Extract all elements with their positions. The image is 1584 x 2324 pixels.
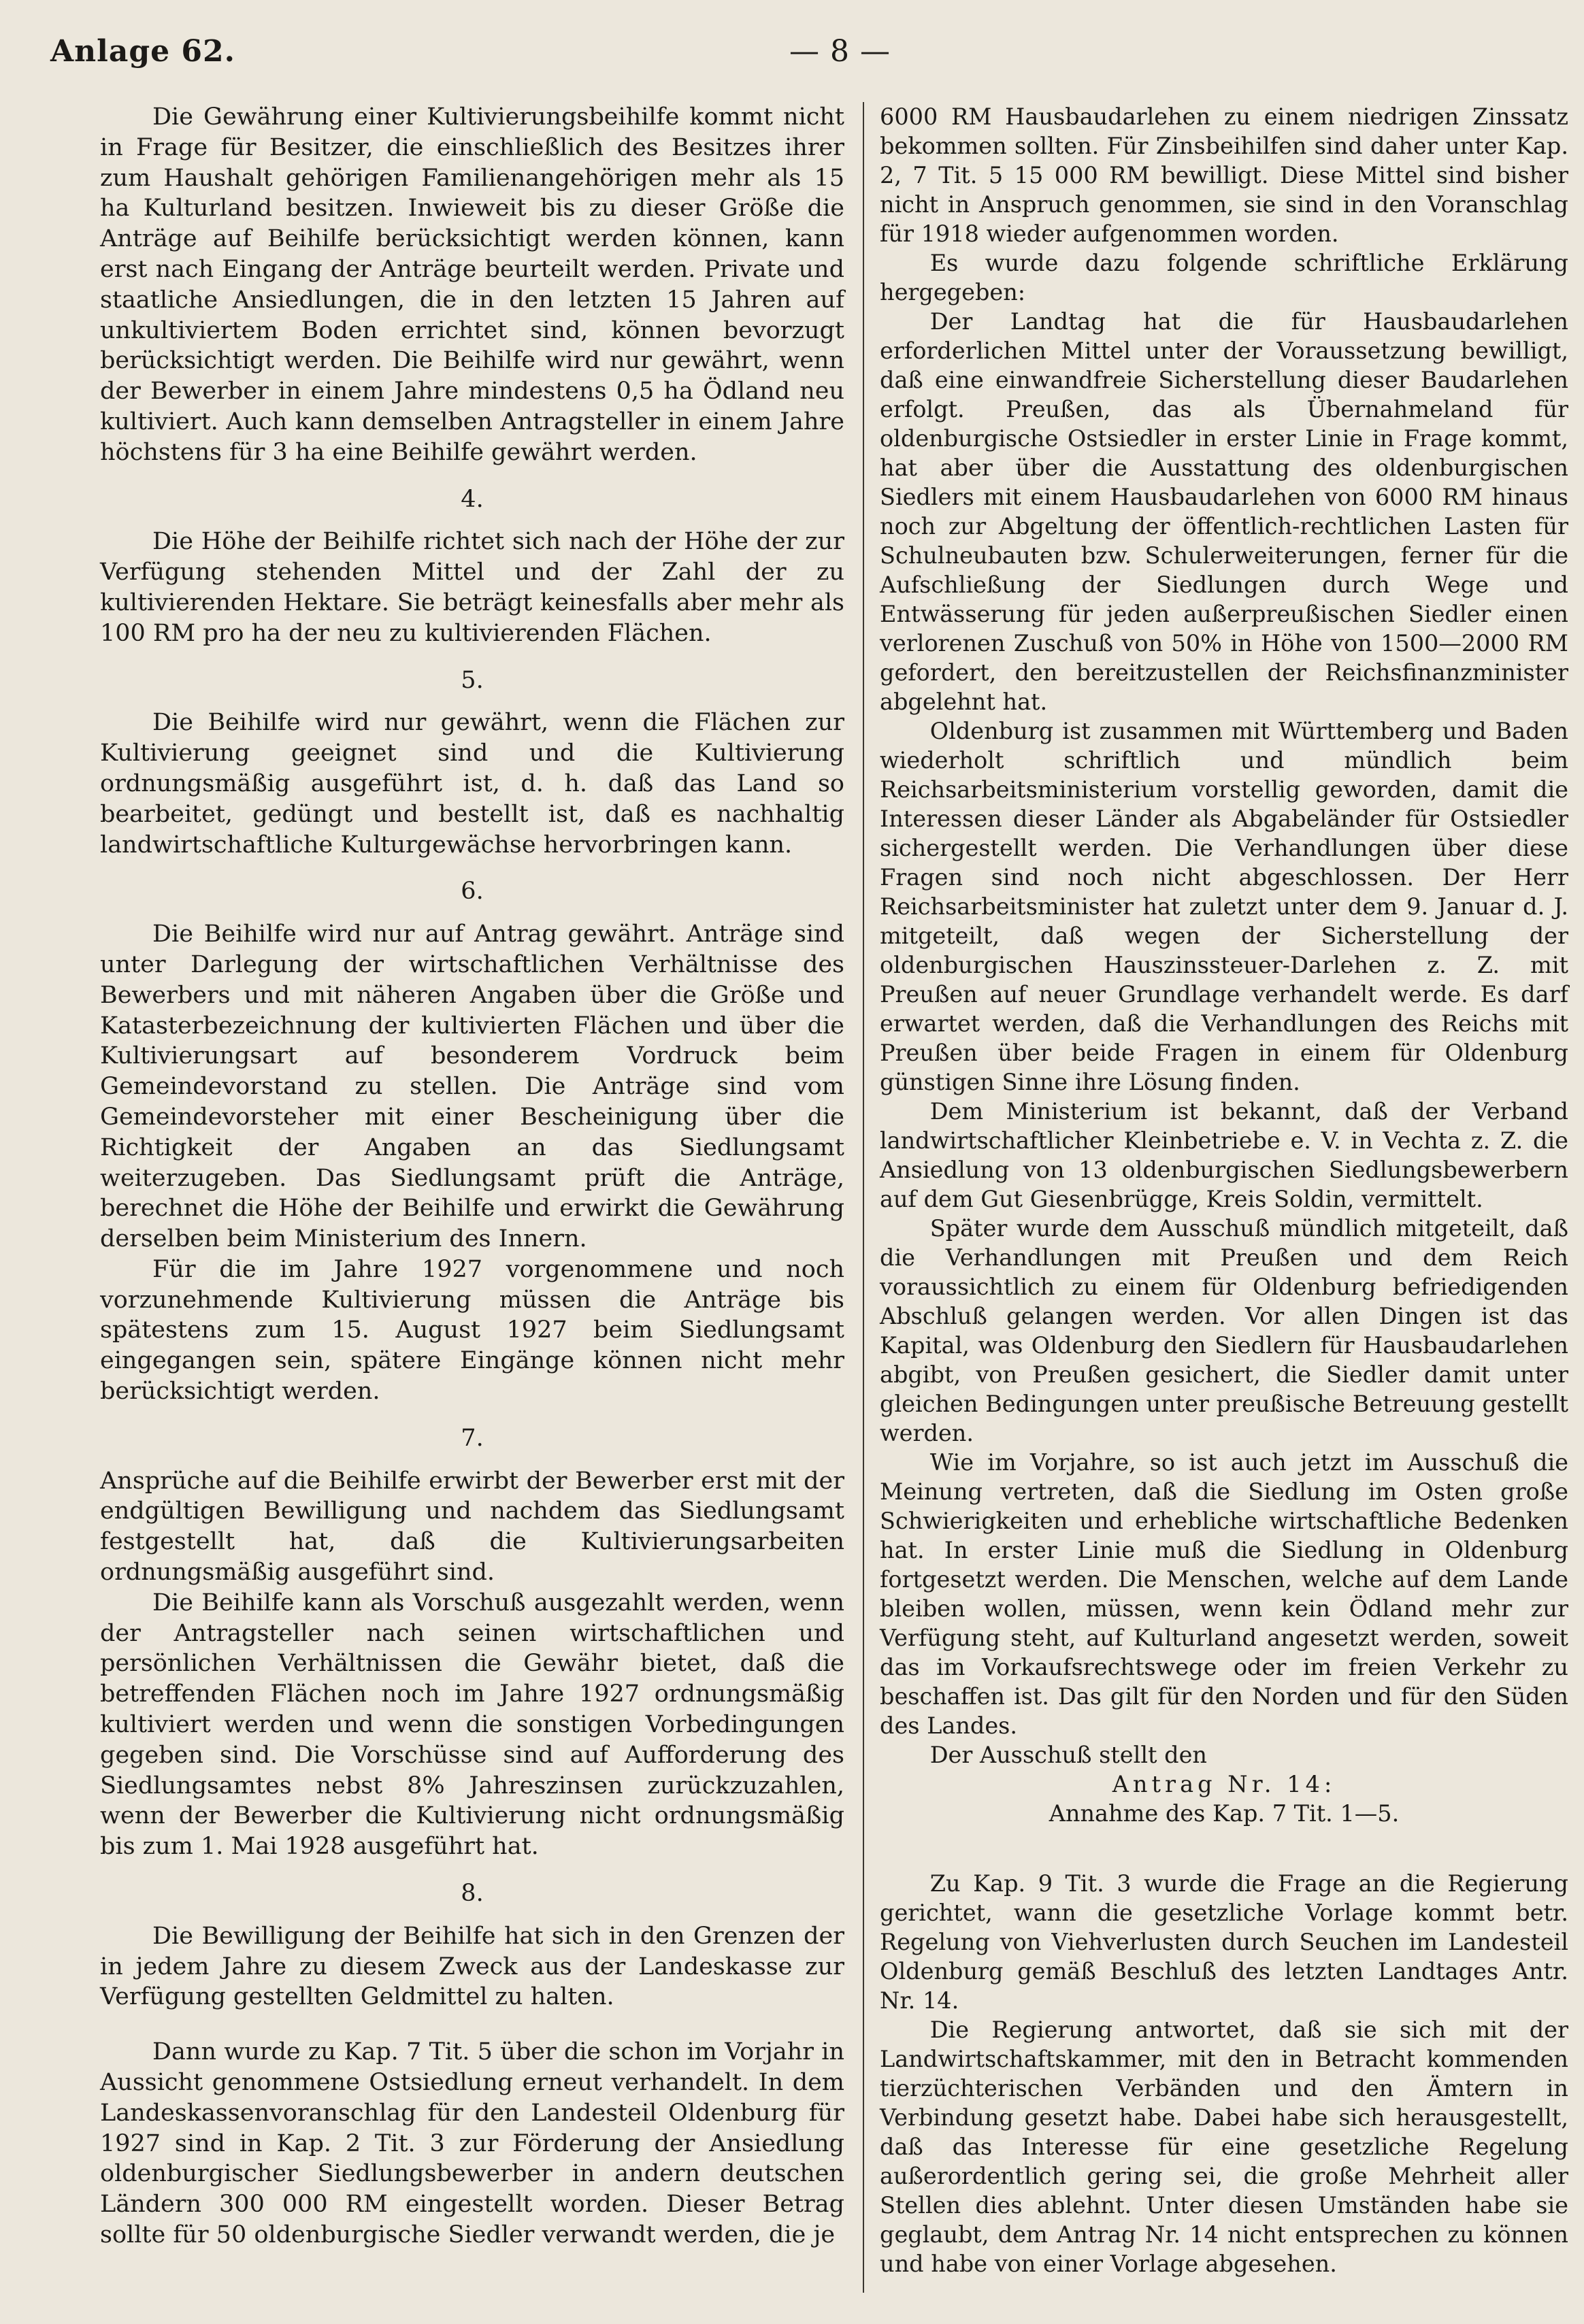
paragraph: Die Beihilfe wird nur gewährt, wenn die Flächen zur Kultivierung geeignet sind und die Kultivierung ordnungsmäßig ausgeführt ist, d. h. daß das Land so bearbeitet, gedüngt und bestellt ist, daß es nachhaltig landwirtschaftliche Kulturgewächse hervorbringen kann. (100, 709, 844, 859)
paragraph: Später wurde dem Ausschuß mündlich mitgeteilt, daß die Verhandlungen mit Preußen und dem Reich voraussichtlich zu einem für Oldenburg befriedigenden Abschluß gelangen werden. Vor allen Dingen ist das Kapital, was Oldenburg den Siedlern für Hausbaudarlehen abgibt, von Preußen gesichert, die Siedler damit unter gleichen Bedingungen unter preußische Betreuung gestellt werden. (880, 1215, 1568, 1446)
paragraph: Die Beihilfe wird nur auf Antrag gewährt. Anträge sind unter Darlegung der wirtschaftlichen Verhältnisse des Bewerbers und mit näheren Angaben über die Größe und Katasterbezeichnung der kultivierten Flächen und über die Kultivierungsart auf besonderem Vordruck beim Gemeindevorstand zu stellen. Die Anträge sind vom Gemeindevorsteher mit einer Bescheinigung über die Richtigkeit der Angaben an das Siedlungsamt weiterzugeben. Das Siedlungsamt prüft die Anträge, berechnet die Höhe der Beihilfe und erwirkt die Gewährung derselben beim Ministerium des Innern. (100, 920, 844, 1253)
left-column (100, 102, 844, 2251)
paragraph: Die Regierung antwortet, daß sie sich mit der Landwirtschaftskammer, mit den in Betracht kommenden tierzüchterischen Verbänden und den Ämtern in Verbindung gesetzt habe. Dabei habe sich herausgestellt, daß das Interesse für eine gesetzliche Regelung außerordentlich gering sei, die große Mehrheit aller Stellen dies ablehnt. Unter diesen Umständen habe sie geglaubt, dem Antrag Nr. 14 nicht entsprechen zu können und habe von einer Vorlage abgesehen. (880, 2016, 1568, 2277)
paragraph: Dann wurde zu Kap. 7 Tit. 5 über die schon im Vorjahr in Aussicht genommene Ostsiedlung erneut verhandelt. In dem Landeskassenvoranschlag für den Landesteil Oldenburg für 1927 sind in Kap. 2 Tit. 3 zur Förderung der Ansiedlung oldenburgischer Siedlungsbewerber in andern deutschen Ländern 300 000 RM eingestellt worden. Dieser Betrag sollte für 50 oldenburgische Siedler verwandt werden, die je (100, 2038, 844, 2248)
paragraph: Der Landtag hat die für Hausbaudarlehen erforderlichen Mittel unter der Voraussetzung bewilligt, daß eine einwandfreie Sicherstellung dieser Baudarlehen erfolgt. Preußen, das als Übernahmeland für oldenburgische Ostsiedler in erster Linie in Frage kommt, hat aber über die Ausstattung des oldenburgischen Siedlers mit einem Hausbaudarlehen von 6000 RM hinaus noch zur Abgeltung der öffentlich-rechtlichen Lasten für Schulneubauten bzw. Schulerweiterungen, ferner für die Aufschließung der Siedlungen durch Wege und Entwässerung für jeden außerpreußischen Siedler einen verlorenen Zuschuß von 50% in Höhe von 1500—2000 RM gefordert, den bereitzustellen der Reichsfinanzminister abgelehnt hat. (880, 308, 1568, 715)
section-number: 7. (461, 1424, 484, 1452)
annex-label: Anlage 62. (50, 34, 235, 69)
paragraph: Wie im Vorjahre, so ist auch jetzt im Ausschuß die Meinung vertreten, daß die Siedlung im Osten große Schwierigkeiten und erhebliche wirtschaftliche Bedenken hat. In erster Linie muß die Siedlung in Oldenburg fortgesetzt werden. Die Menschen, welche auf dem Lande bleiben wollen, müssen, wenn kein Ödland mehr zur Verfügung steht, auf Kulturland angesetzt werden, soweit das im Vorkaufsrechtswege oder im freien Verkehr zu beschaffen ist. Das gilt für den Norden und für den Süden des Landes. (880, 1449, 1568, 1739)
paragraph: Der Ausschuß stellt den (929, 1742, 1207, 1768)
paragraph: Es wurde dazu folgende schriftliche Erklärung hergegeben: (880, 250, 1568, 305)
paragraph: 6000 RM Hausbaudarlehen zu einem niedrigen Zinssatz bekommen sollten. Für Zinsbeihilfen sind daher unter Kap. 2, 7 Tit. 5 15 000 RM bewilligt. Diese Mittel sind bisher nicht in Anspruch genommen, sie sind in den Voranschlag für 1918 wieder aufgenommen worden. (880, 103, 1568, 247)
spacer (100, 2012, 844, 2037)
paragraph: Die Bewilligung der Beihilfe hat sich in den Grenzen der in jedem Jahre zu diesem Zweck aus der Landeskasse zur Verfügung gestellten Geldmittel zu halten. (100, 1922, 844, 2011)
paragraph: Ansprüche auf die Beihilfe erwirbt der Bewerber erst mit der endgültigen Bewilligung und nachdem das Siedlungsamt festgestellt hat, daß die Kultivierungsarbeiten ordnungsmäßig ausgeführt sind. (100, 1467, 844, 1587)
right-column (880, 102, 1568, 2278)
paragraph: Die Höhe der Beihilfe richtet sich nach der Höhe der zur Verfügung stehenden Mittel und der Zahl der zu kultivierenden Hektare. Sie beträgt keinesfalls aber mehr als 100 RM pro ha der neu zu kultivierenden Flächen. (100, 528, 844, 647)
section-number: 6. (461, 878, 484, 906)
motion-text: Annahme des Kap. 7 Tit. 1—5. (1049, 1800, 1400, 1827)
paragraph: Dem Ministerium ist bekannt, daß der Verband landwirtschaftlicher Kleinbetriebe e. V. in Vechta z. Z. die Ansiedlung von 13 oldenburgischen Siedlungsbewerbern auf dem Gut Giesenbrügge, Kreis Soldin, vermittelt. (880, 1098, 1568, 1212)
paragraph: Die Gewährung einer Kultivierungsbeihilfe kommt nicht in Frage für Besitzer, die einschließlich des Besitzes ihrer zum Haushalt gehörigen Familienangehörigen mehr als 15 ha Kulturland besitzen. Inwieweit bis zu dieser Größe die Anträge auf Beihilfe berücksichtigt werden können, kann erst nach Eingang der Anträge beurteilt werden. Private und staatliche Ansiedlungen, die in den letzten 15 Jahren auf unkultiviertem Boden errichtet sind, können bevorzugt berücksichtigt werden. Die Beihilfe wird nur gewährt, wenn der Bewerber in einem Jahre mindestens 0,5 ha Ödland neu kultiviert. Auch kann demselben Antragsteller in einem Jahre höchstens für 3 ha eine Beihilfe gewährt werden. (100, 103, 844, 466)
paragraph: Die Beihilfe kann als Vorschuß ausgezahlt werden, wenn der Antragsteller nach seinen wirtschaftlichen und persönlichen Verhältnissen die Gewähr bietet, daß die betreffenden Flächen noch im Jahre 1927 ordnungsmäßig kultiviert werden und wenn die sonstigen Vorbedingungen gegeben sind. Die Vorschüsse sind auf Aufforderung des Siedlungsamtes nebst 8% Jahreszinsen zurückzuzahlen, wenn der Bewerber die Kultivierung nicht ordnungsmäßig bis zum 1. Mai 1928 ausgeführt hat. (100, 1589, 844, 1861)
section-number: 4. (461, 485, 484, 513)
paragraph: Zu Kap. 9 Tit. 3 wurde die Frage an die Regierung gerichtet, wann die gesetzliche Vorlage kommt betr. Regelung von Viehverlusten durch Seuchen im Landesteil Oldenburg gemäß Beschluß des letzten Landtages Antr. Nr. 14. (880, 1870, 1568, 2014)
column-divider (863, 102, 864, 2293)
paragraph: Oldenburg ist zusammen mit Württemberg und Baden wiederholt schriftlich und mündlich beim Reichsarbeitsministerium vorstellig geworden, damit die Interessen dieser Länder als Abgabeländer für Ostsiedler sichergestellt werden. Die Verhandlungen über diese Fragen sind noch nicht abgeschlossen. Der Herr Reichsarbeitsminister hat zuletzt unter dem 9. Januar d. J. mitgeteilt, daß wegen der Sicherstellung der oldenburgischen Hauszinssteuer-Darlehen z. Z. mit Preußen auf neuer Grundlage verhandelt werde. Es darf erwartet werden, daß die Verhandlungen des Reichs mit Preußen über beide Fragen in einem für Oldenburg günstigen Sinne ihre Lösung finden. (880, 718, 1568, 1095)
section-number: 5. (461, 666, 484, 694)
motion-title: Antrag Nr. 14: (1112, 1771, 1336, 1797)
page-number: — 8 — (789, 34, 891, 69)
section-number: 8. (461, 1880, 484, 1908)
spacer (880, 1828, 1568, 1869)
paragraph: Für die im Jahre 1927 vorgenommene und noch vorzunehmende Kultivierung müssen die Anträge bis spätestens zum 15. August 1927 beim Siedlungsamt eingegangen sein, spätere Eingänge können nicht mehr berücksichtigt werden. (100, 1255, 844, 1406)
